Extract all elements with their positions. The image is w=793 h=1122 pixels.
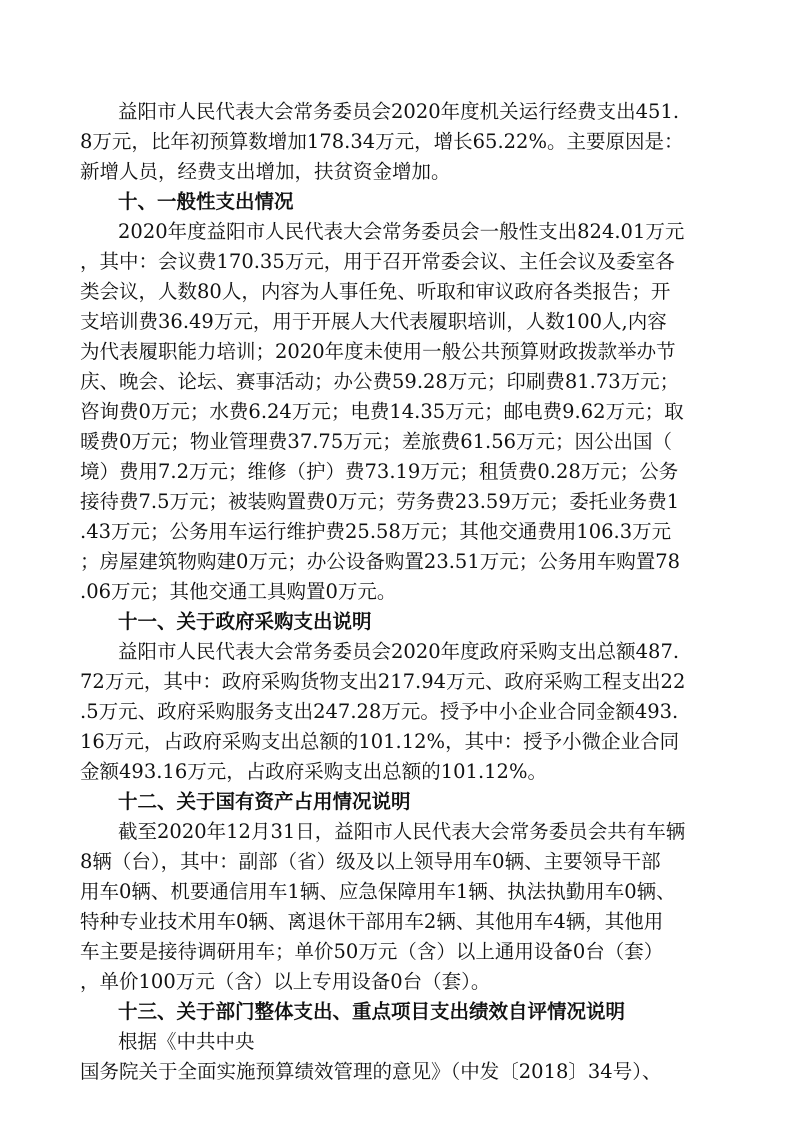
body-line: 8辆（台），其中：副部（省）级及以上领导用车0辆、主要领导干部 [80, 850, 661, 873]
body-line: 新增人员，经费支出增加，扶贫资金增加。 [80, 160, 451, 183]
body-line: .43万元；公务用车运行维护费25.58万元；其他交通费用106.3万元 [80, 520, 672, 543]
section-heading: 十三、关于部门整体支出、重点项目支出绩效自评情况说明 [118, 1000, 626, 1023]
body-line: 境）费用7.2万元；维修（护）费73.19万元；租赁费0.28万元；公务 [80, 460, 679, 483]
body-line: 为代表履职能力培训；2020年度未使用一般公共预算财政拨款举办节 [80, 340, 676, 363]
body-line: 8万元，比年初预算数增加178.34万元，增长65.22%。主要原因是： [80, 130, 684, 153]
body-line: 庆、晚会、论坛、赛事活动；办公费59.28万元；印刷费81.73万元； [80, 370, 680, 393]
body-line: 国务院关于全面实施预算绩效管理的意见》（中发〔2018〕34号）、 [80, 1060, 662, 1083]
body-line: 用车0辆、机要通信用车1辆、应急保障用车1辆、执法执勤用车0辆、 [80, 880, 676, 903]
body-line: 益阳市人民代表大会常务委员会2020年度政府采购支出总额487. [118, 640, 680, 663]
body-line: 2020年度益阳市人民代表大会常务委员会一般性支出824.01万元 [118, 220, 685, 243]
body-line: 类会议，人数80人，内容为人事任免、听取和审议政府各类报告；开 [80, 280, 671, 303]
body-line: 16万元，占政府采购支出总额的101.12%，其中：授予小微企业合同 [80, 730, 680, 753]
body-line: 车主要是接待调研用车；单价50万元（含）以上通用设备0台（套） [80, 940, 664, 963]
body-line: 根据《中共中央 [118, 1030, 255, 1053]
body-line: .5万元、政府采购服务支出247.28万元。授予中小企业合同金额493. [80, 700, 679, 723]
body-line: 特种专业技术用车0辆、离退休干部用车2辆、其他用车4辆，其他用 [80, 910, 664, 933]
section-heading: 十、一般性支出情况 [118, 190, 294, 213]
section-heading: 十一、关于政府采购支出说明 [118, 610, 372, 633]
body-line: ，单价100万元（含）以上专用设备0台（套）。 [80, 970, 491, 993]
body-line: .06万元；其他交通工具购置0万元。 [80, 580, 397, 603]
body-line: 暖费0万元；物业管理费37.75万元；差旅费61.56万元；因公出国（ [80, 430, 673, 453]
body-line: 72万元，其中：政府采购货物支出217.94万元、政府采购工程支出22 [80, 670, 686, 693]
body-line: 接待费7.5万元；被装购置费0万元；劳务费23.59万元；委托业务费1 [80, 490, 680, 513]
body-line: ，其中：会议费170.35万元，用于召开常委会议、主任会议及委室各 [80, 250, 675, 273]
body-line: 金额493.16万元，占政府采购支出总额的101.12%。 [80, 760, 547, 783]
body-line: 支培训费36.49万元，用于开展人大代表履职培训，人数100人,内容 [80, 310, 667, 333]
body-line: ；房屋建筑物购建0万元；办公设备购置23.51万元；公务用车购置78 [80, 550, 681, 573]
section-heading: 十二、关于国有资产占用情况说明 [118, 790, 411, 813]
body-line: 截至2020年12月31日，益阳市人民代表大会常务委员会共有车辆 [118, 820, 686, 843]
body-line: 益阳市人民代表大会常务委员会2020年度机关运行经费支出451. [118, 100, 680, 123]
body-line: 咨询费0万元；水费6.24万元；电费14.35万元；邮电费9.62万元；取 [80, 400, 684, 423]
